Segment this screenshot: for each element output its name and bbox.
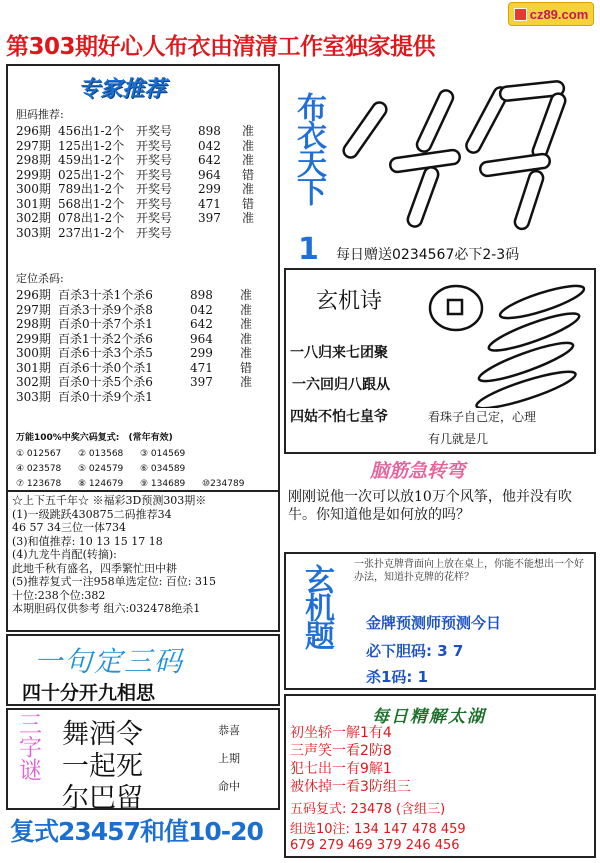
- pos-num: 642: [190, 317, 213, 331]
- dan-period: 296期: [16, 124, 51, 138]
- xuanji-note-2: 有几就是几: [428, 432, 489, 446]
- pos-period: 298期: [16, 317, 51, 331]
- pos-pick: 百杀3十杀9个杀8: [58, 302, 153, 317]
- pos-period: 299期: [16, 331, 51, 346]
- dan-period: 302期: [16, 211, 51, 225]
- pos-period: 303期: [16, 389, 51, 404]
- pos-num: 299: [190, 346, 213, 360]
- pos-result: 准: [240, 288, 253, 302]
- pos-num: 397: [190, 375, 213, 389]
- sanzi-word-1: 舞酒令: [62, 719, 143, 750]
- dan-period: 301期: [16, 196, 51, 211]
- misc-line: 十位:238个位:382: [12, 588, 106, 602]
- number-49-art: [330, 74, 592, 242]
- dan-pick: 125出1-2个: [58, 138, 125, 153]
- taihu-line: 初坐轿一解1有4: [290, 725, 392, 741]
- misc-divider: [8, 490, 278, 492]
- logo-square-icon: [514, 8, 527, 21]
- pos-result: [240, 390, 260, 405]
- page-title: 第303期好心人布衣由清清工作室独家提供: [6, 34, 436, 60]
- pos-period: 296期: [16, 288, 51, 302]
- misc-lines: [12, 494, 278, 616]
- misc-line: (4)九龙牛肖配(转摘):: [12, 548, 117, 561]
- pos-num: 471: [190, 360, 213, 375]
- buyi-title: 布衣天下: [291, 92, 326, 204]
- pos-pick: 百杀6十杀3个杀5: [58, 346, 153, 360]
- dan-kai: 开奖号: [136, 211, 173, 225]
- congrats-1: 恭喜: [218, 724, 240, 737]
- misc-line: ☆上下五千年☆ ※福彩3D预测303期※: [12, 494, 207, 507]
- pos-num: [190, 390, 240, 405]
- dan-row: [16, 153, 278, 168]
- taihu-panel: [284, 694, 596, 858]
- dan-period: 299期: [16, 167, 51, 182]
- misc-line: (5)推荐复式一注958单选定位: 百位: 315: [12, 575, 216, 588]
- xuanji-title: 玄机诗: [316, 289, 383, 314]
- pos-row: [16, 361, 278, 376]
- logo-text: cz89.com: [529, 6, 589, 22]
- congrats-2: 上期: [218, 752, 240, 765]
- pos-pick: 百杀3十杀1个杀6: [58, 288, 153, 302]
- expert-panel: [6, 64, 280, 632]
- dan-row: [16, 211, 278, 226]
- dan-row: [16, 124, 278, 139]
- dan-period: 298期: [16, 153, 51, 167]
- pos-result: 准: [240, 302, 253, 317]
- taihu-line: 三声笑一看2防8: [290, 743, 392, 759]
- sanzi-word-2: 一起死: [62, 751, 143, 782]
- dan-list: [16, 124, 278, 240]
- dan-pick: 237出1-2个: [58, 225, 125, 240]
- puzzle-panel: [284, 552, 596, 690]
- dan-kai: 开奖号: [136, 167, 173, 182]
- dan-label: 胆码推荐:: [16, 108, 64, 121]
- pos-pick: 百杀1十杀2个杀6: [58, 331, 153, 346]
- puzzle-title: 玄机题: [299, 564, 334, 648]
- kill-code: 杀1码: 1: [366, 668, 429, 686]
- dan-row: [16, 197, 278, 212]
- gold-predictor: 金牌预测师预测今日: [366, 614, 502, 632]
- pos-row: [16, 346, 278, 361]
- wanneng-note: (常年有效): [128, 433, 173, 443]
- yiju-panel: [6, 634, 280, 706]
- wanneng-combo: ⑦ 123678: [16, 479, 62, 489]
- pos-num: 042: [190, 302, 213, 317]
- pos-period: 297期: [16, 302, 51, 317]
- pos-list: [16, 288, 278, 404]
- xuanji-line-2: 一六回归八跟从: [292, 377, 390, 393]
- taihu-zuxuan-2: 679 279 469 379 246 456: [290, 838, 460, 853]
- buyi-number: 1: [298, 232, 319, 267]
- dan-period: 303期: [16, 225, 51, 240]
- wanneng-title: 万能100%中奖六码复式:: [16, 433, 120, 443]
- dan-row: [16, 182, 278, 197]
- wanneng-row: [16, 462, 278, 477]
- site-logo[interactable]: [508, 2, 594, 26]
- dan-num: [198, 226, 242, 241]
- dan-kai: 开奖号: [136, 138, 173, 153]
- pos-pick: 百杀6十杀0个杀1: [58, 360, 153, 375]
- dan-pick: 025出1-2个: [58, 167, 125, 182]
- wanneng-combo: ③ 014569: [140, 449, 186, 459]
- misc-line: 此地千秋有盛名，四季繁忙田中耕: [12, 561, 177, 575]
- dan-kai: 开奖号: [136, 182, 173, 196]
- wanneng-combo: ⑩234789: [202, 479, 245, 489]
- wanneng-combo: ⑥ 034589: [140, 464, 186, 474]
- dan-num: 642: [198, 153, 221, 167]
- xuanji-line-1: 一八归来七团聚: [290, 345, 388, 361]
- dan-kai: 开奖号: [136, 153, 173, 167]
- pos-period: 301期: [16, 360, 51, 375]
- taihu-fushi: 五码复式: 23478 (含组三): [290, 802, 446, 817]
- xuanji-line-3: 四姑不怕七皇爷: [290, 409, 388, 425]
- dan-result: [242, 226, 262, 241]
- pos-row: [16, 375, 278, 390]
- dan-pick: 456出1-2个: [58, 124, 125, 138]
- pos-row: [16, 390, 278, 405]
- wanneng-combo: ① 012567: [16, 449, 62, 459]
- dan-result: 准: [242, 153, 255, 167]
- dan-result: 错: [242, 196, 255, 211]
- wanneng-box: [16, 430, 278, 492]
- taihu-title: 每日精解太湖: [372, 707, 486, 727]
- brain-text: 刚刚说他一次可以放10万个风筝，他并没有吹牛。你知道他是如何放的吗？: [288, 489, 572, 523]
- taihu-zuxuan-1: 组选10注: 134 147 478 459: [290, 822, 466, 837]
- dan-pick: 459出1-2个: [58, 153, 125, 167]
- yiju-line: 四十分开九相思: [22, 682, 156, 704]
- dan-pick: 568出1-2个: [58, 196, 125, 211]
- dan-num: 898: [198, 124, 221, 138]
- misc-line: 本期胆码仅供参考 组六:032478绝杀1: [12, 602, 201, 615]
- dan-num: 299: [198, 182, 221, 196]
- wanneng-grid: [16, 447, 278, 492]
- wanneng-combo: ② 013568: [78, 449, 124, 459]
- dan-period: 297期: [16, 138, 51, 153]
- dan-result: 错: [242, 167, 255, 182]
- dan-num: 964: [198, 167, 221, 182]
- pos-row: [16, 288, 278, 303]
- dan-row: [16, 226, 278, 241]
- pos-period: 302期: [16, 375, 51, 389]
- dan-kai: 开奖号: [136, 124, 173, 138]
- fushi-line: 复式23457和值10-20: [10, 817, 263, 846]
- pos-result: 准: [240, 317, 253, 331]
- expert-heading: 专家推荐: [78, 76, 167, 102]
- pos-row: [16, 317, 278, 332]
- pos-num: 964: [190, 331, 213, 346]
- taihu-line: 被休掉一看3防组三: [290, 779, 411, 795]
- pos-pick: 百杀0十杀5个杀6: [58, 375, 153, 389]
- pos-num: 898: [190, 288, 213, 302]
- dan-num: 042: [198, 138, 221, 153]
- pos-row: [16, 332, 278, 347]
- wanneng-combo: ⑤ 024579: [78, 464, 124, 474]
- pos-label: 定位杀码:: [16, 272, 64, 285]
- pos-result: 错: [240, 360, 253, 375]
- xuanji-panel: [284, 268, 596, 454]
- pos-result: 准: [240, 375, 253, 389]
- dan-kai: 开奖号: [136, 196, 173, 211]
- puzzle-text: 一张扑克牌背面向上放在桌上，你能不能想出一个好办法，知道扑克牌的花样？: [354, 559, 584, 583]
- dan-result: 准: [242, 124, 255, 138]
- misc-line: (3)和值推荐: 10 13 15 17 18: [12, 534, 163, 548]
- must-dan: 必下胆码: 3 7: [366, 642, 464, 660]
- sanzi-word-3: 尔巴留: [62, 783, 143, 814]
- sanzi-label: 三字谜: [15, 712, 41, 781]
- pos-result: 准: [240, 331, 253, 346]
- dan-pick: 789出1-2个: [58, 182, 125, 196]
- dan-row: [16, 139, 278, 154]
- misc-line: (1)一级跳跃430875二码推荐34: [12, 507, 172, 521]
- congrats-3: 命中: [218, 780, 240, 793]
- dan-period: 300期: [16, 182, 51, 196]
- wanneng-combo: ⑨ 134689: [140, 479, 186, 489]
- dan-result: 准: [242, 182, 255, 196]
- pos-row: [16, 303, 278, 318]
- sanzi-panel: [6, 708, 280, 814]
- coin-beads-art: [422, 278, 594, 408]
- dan-num: 397: [198, 211, 221, 225]
- dan-row: [16, 168, 278, 183]
- yiju-title: 一句定三码: [34, 645, 185, 678]
- pos-period: 300期: [16, 346, 51, 360]
- xuanji-note-1: 看珠子自己定，心理: [428, 410, 537, 424]
- wanneng-combo: ④ 023578: [16, 464, 62, 474]
- dan-result: 准: [242, 138, 255, 153]
- misc-line: 46 57 34三位一体734: [12, 521, 126, 534]
- dan-kai: 开奖号: [136, 225, 173, 240]
- pos-pick: 百杀0十杀9个杀1: [58, 389, 153, 404]
- daily-gift: 每日赠送0234567必下2-3码: [336, 247, 520, 263]
- pos-pick: 百杀0十杀7个杀1: [58, 317, 153, 331]
- dan-pick: 078出1-2个: [58, 211, 125, 225]
- dan-num: 471: [198, 196, 221, 211]
- dan-result: 准: [242, 211, 255, 225]
- wanneng-row: [16, 447, 278, 462]
- brain-title: 脑筋急转弯: [370, 460, 466, 482]
- taihu-line: 犯七出一有9解1: [290, 761, 392, 777]
- taihu-lines: [290, 724, 594, 796]
- pos-result: 准: [240, 346, 253, 360]
- wanneng-combo: ⑧ 124679: [78, 479, 124, 489]
